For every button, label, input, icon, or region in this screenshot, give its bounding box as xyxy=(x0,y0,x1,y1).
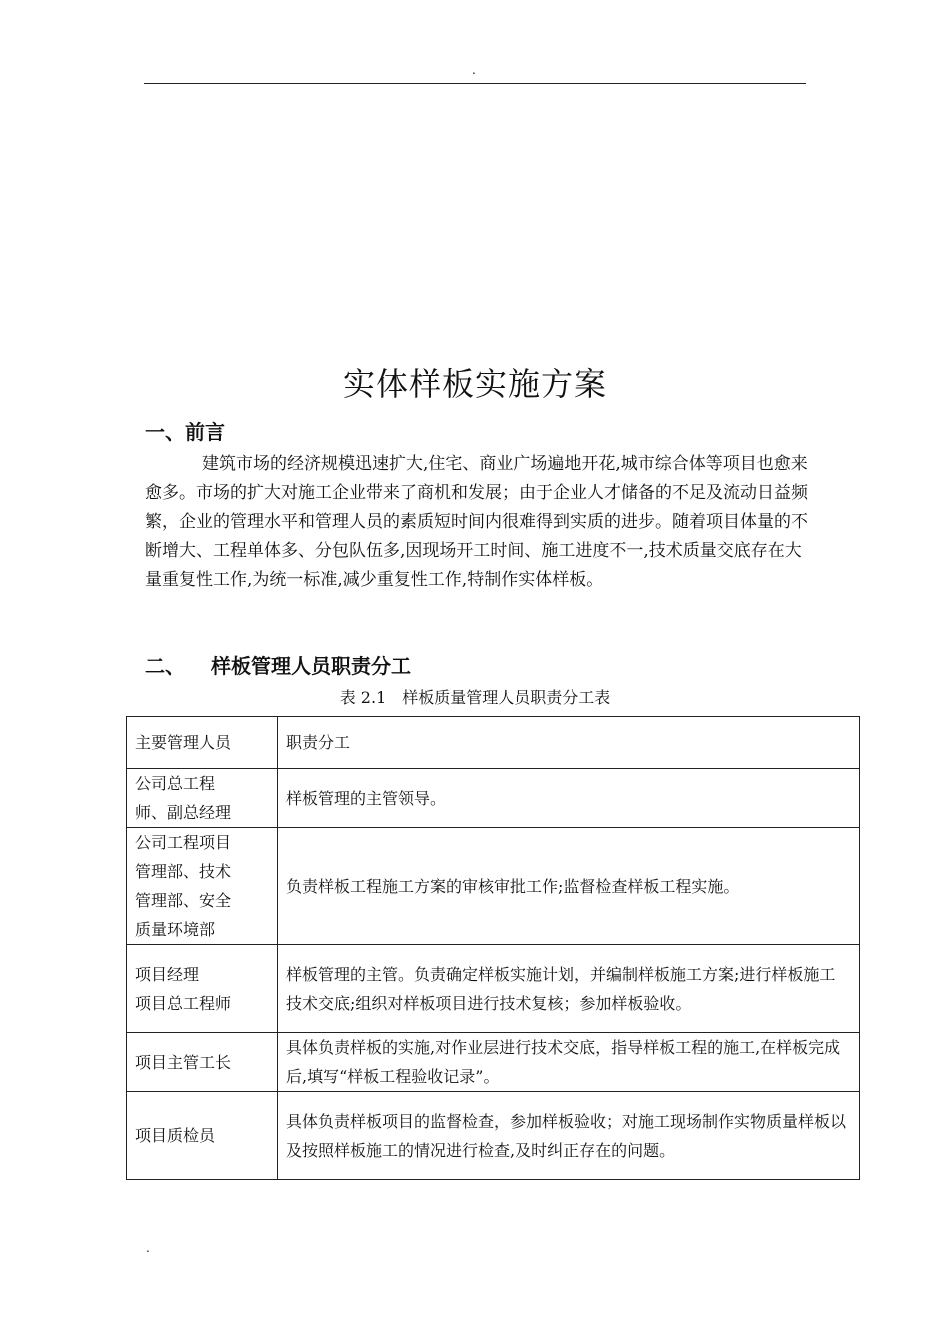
table-row xyxy=(127,1033,860,1092)
role-line: 项目经理 xyxy=(135,964,200,984)
role-line: 公司总工程 xyxy=(135,774,216,793)
duty-cell: 具体负责样板的实施,对作业层进行技术交底，指导样板工程的施工,在样板完成后,填写“样板工程验收记录”。 xyxy=(278,1033,860,1092)
duty-cell: 具体负责样板项目的监督检查，参加样板验收；对施工现场制作实物质量样板以及按照样板施工的情况进行检查,及时纠正存在的问题。 xyxy=(278,1092,860,1180)
section-title: 样板管理人员职责分工 xyxy=(211,654,411,678)
section-number: 一、 xyxy=(145,420,185,444)
preface-text: 建筑市场的经济规模迅速扩大,住宅、商业广场遍地开花,城市综合体等项目也愈来愈多。市场的扩大对施工企业带来了商机和发展；由于企业人才储备的不足及流动日益频繁，企业的管理水平和管理人员的素质短时间内很难得到实质的进步。随着项目体量的不断增大、工程单体多、分包队伍多,因现场开工时间、施工进度不一,技术质量交底存在大量重复性工作,为统一标准,减少重复性工作,特制作实体样板。 xyxy=(145,454,808,590)
header-mark: . xyxy=(472,63,476,77)
table-row xyxy=(127,769,860,828)
role-cell xyxy=(127,828,278,945)
role-cell xyxy=(127,1092,278,1180)
section-number: 二、 xyxy=(145,654,185,678)
role-cell xyxy=(127,945,278,1033)
role-line: 项目主管工长 xyxy=(135,1052,232,1072)
table-row xyxy=(127,828,860,945)
duty-cell: 样板管理的主管领导。 xyxy=(278,769,860,828)
table-header-row xyxy=(127,717,860,769)
preface-paragraph xyxy=(145,450,810,595)
header-duty-cell: 职责分工 xyxy=(278,717,860,769)
role-line: 管理部、安全 xyxy=(135,891,232,910)
header-rule xyxy=(144,83,806,84)
role-line: 项目总工程师 xyxy=(135,993,232,1013)
duty-cell: 负责样板工程施工方案的审核审批工作;监督检查样板工程实施。 xyxy=(278,828,860,945)
section-title: 前言 xyxy=(185,420,225,444)
role-line: 师、副总经理 xyxy=(135,803,232,822)
responsibility-table xyxy=(126,716,860,1180)
role-line: 管理部、技术 xyxy=(135,862,232,881)
table-row xyxy=(127,1092,860,1180)
table-caption: 表 2.1 样板质量管理人员职责分工表 xyxy=(339,688,611,707)
footer-mark: . xyxy=(146,1241,150,1255)
section-heading-responsibilities xyxy=(145,652,411,680)
role-line: 质量环境部 xyxy=(135,920,216,939)
header-role-cell: 主要管理人员 xyxy=(127,717,278,769)
table-row xyxy=(127,945,860,1033)
duty-cell: 样板管理的主管。负责确定样板实施计划，并编制样板施工方案;进行样板施工技术交底;组织对样板项目进行技术复核；参加样板验收。 xyxy=(278,945,860,1033)
document-title: 实体样板实施方案 xyxy=(342,365,607,403)
role-line: 项目质检员 xyxy=(135,1126,216,1145)
section-heading-preface xyxy=(145,418,225,446)
role-cell xyxy=(127,769,278,828)
role-line: 公司工程项目 xyxy=(135,833,232,852)
role-cell xyxy=(127,1033,278,1092)
